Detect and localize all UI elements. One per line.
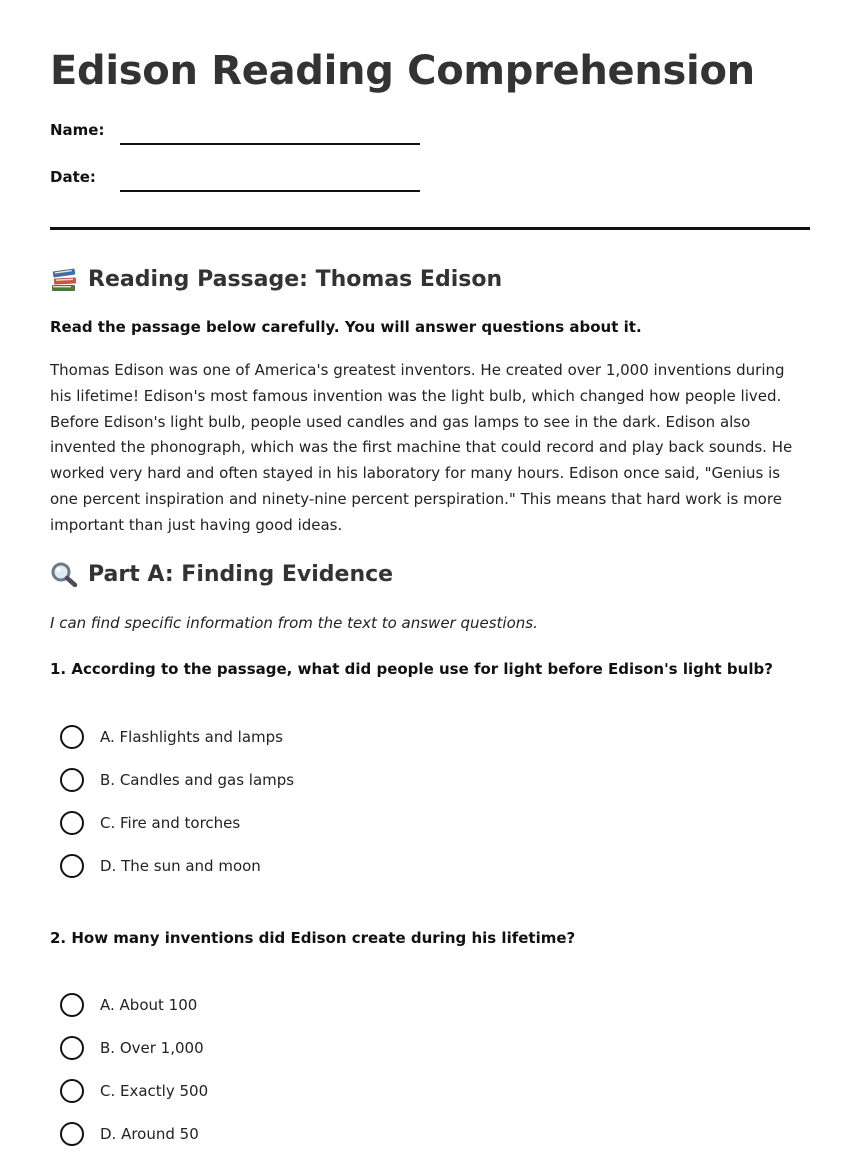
question-2-option-c[interactable] xyxy=(60,1079,208,1103)
question-2-option-b[interactable] xyxy=(60,1036,204,1060)
date-field[interactable] xyxy=(120,190,420,192)
question-2: 2. How many inventions did Edison create during his lifetime? xyxy=(50,929,576,947)
books-icon xyxy=(50,266,80,292)
date-label: Date: xyxy=(50,168,96,186)
learning-objective: I can find specific information from the text to answer questions. xyxy=(50,614,538,632)
magnifying-glass-icon xyxy=(50,561,80,587)
option-label: D. The sun and moon xyxy=(100,857,261,875)
option-label: C. Fire and torches xyxy=(100,814,241,832)
option-label: A. Flashlights and lamps xyxy=(100,728,283,746)
question-1-option-c[interactable] xyxy=(60,811,240,835)
radio-button[interactable] xyxy=(60,811,84,835)
radio-button[interactable] xyxy=(60,1122,84,1146)
option-label: B. Over 1,000 xyxy=(100,1039,204,1057)
page-title: Edison Reading Comprehension xyxy=(50,48,755,94)
option-label: D. Around 50 xyxy=(100,1125,199,1143)
question-2-option-a[interactable] xyxy=(60,993,197,1017)
option-label: A. About 100 xyxy=(100,996,198,1014)
passage-instruction: Read the passage below carefully. You will answer questions about it. xyxy=(50,318,642,336)
option-label: B. Candles and gas lamps xyxy=(100,771,295,789)
question-1-option-b[interactable] xyxy=(60,768,294,792)
name-label: Name: xyxy=(50,121,105,139)
part-a-heading xyxy=(50,561,393,587)
question-1-option-a[interactable] xyxy=(60,725,283,749)
question-2-option-d[interactable] xyxy=(60,1122,199,1146)
header-divider xyxy=(50,227,810,230)
radio-button[interactable] xyxy=(60,1079,84,1103)
passage-heading xyxy=(50,266,502,292)
radio-button[interactable] xyxy=(60,725,84,749)
question-1-option-d[interactable] xyxy=(60,854,261,878)
radio-button[interactable] xyxy=(60,1036,84,1060)
name-field[interactable] xyxy=(120,143,420,145)
passage-heading-text: Reading Passage: Thomas Edison xyxy=(88,266,503,292)
reading-passage: Thomas Edison was one of America's greatest inventors. He created over 1,000 inventions during his lifetime! Edison's most famous invention was the light bulb, which changed how people lived. Before Edison's light bulb, people used candles and gas lamps to see in the dark. Edison also invented the phonograph, which was the first machine that could record and play back sounds. He worked very hard and often stayed in his laboratory for many hours. Edison once said, "Genius is one percent inspiration and ninety-nine percent perspiration." This means that hard work is more important than just having good ideas. xyxy=(50,361,793,534)
part-a-heading-text: Part A: Finding Evidence xyxy=(88,561,394,587)
question-1: 1. According to the passage, what did people use for light before Edison's light bulb? xyxy=(50,660,773,678)
radio-button[interactable] xyxy=(60,768,84,792)
option-label: C. Exactly 500 xyxy=(100,1082,209,1100)
radio-button[interactable] xyxy=(60,854,84,878)
radio-button[interactable] xyxy=(60,993,84,1017)
